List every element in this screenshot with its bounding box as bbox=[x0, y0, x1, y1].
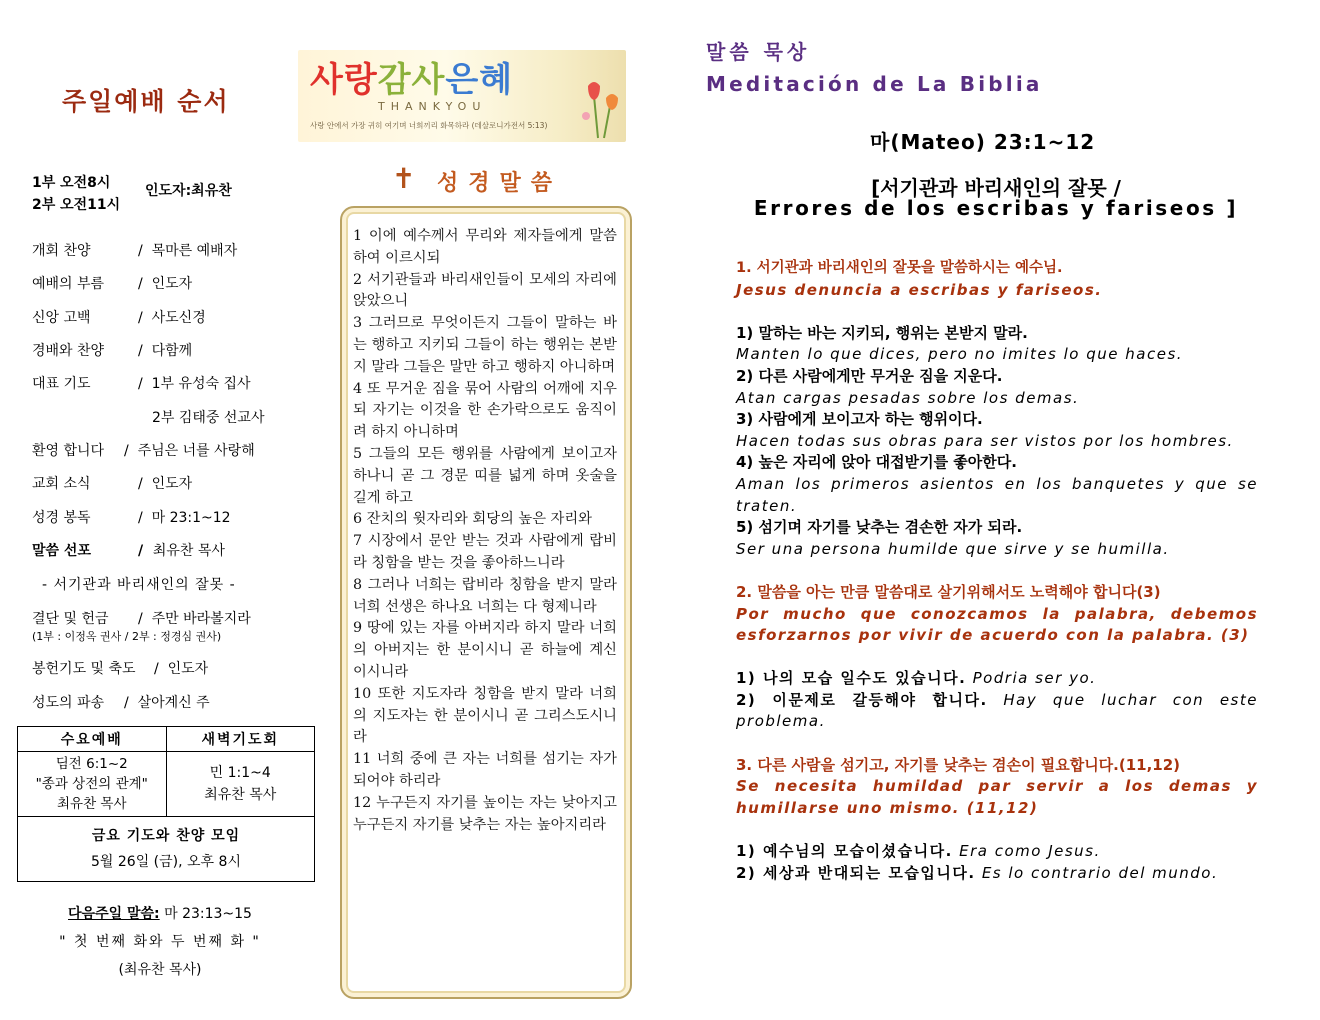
verse: 7 시장에서 문안 받는 것과 사람에게 랍비라 칭함을 받는 것을 좋아하느니라 bbox=[353, 533, 617, 571]
order-item: 환영 합니다 / 주님은 너를 사랑해 bbox=[32, 443, 255, 459]
verse: 1 이에 예수께서 무리와 제자들에게 말씀하여 이르시되 bbox=[353, 228, 617, 266]
verse: 11 너희 중에 큰 자는 너희를 섬기는 자가 되어야 하리라 bbox=[353, 751, 617, 789]
verse: 3 그러므로 무엇이든지 그들이 말하는 바는 행하고 지키되 그들이 하는 행위는 본받지 말라 그들은 말만 하고 행하지 아니하며 bbox=[353, 315, 617, 375]
point-ko: 3) 사람에게 보이고자 하는 행위이다. bbox=[736, 410, 983, 429]
order-item: 대표 기도 / 1부 유성숙 집사 bbox=[32, 376, 251, 392]
verse: 2 서기관들과 바리새인들이 모세의 자리에 앉았으니 bbox=[353, 271, 617, 310]
point-es: Manten lo que dices, pero no imites lo que haces. bbox=[736, 345, 1184, 364]
verse: 8 그러나 너희는 랍비라 칭함을 받지 말라 너희 선생은 하나요 너희는 다 형제니라 bbox=[353, 576, 617, 615]
point-ko: 4) 높은 자리에 앉아 대접받기를 좋아한다. bbox=[736, 453, 1017, 472]
point-es: Aman los primeros asientos en los banquetes y que se traten. bbox=[736, 474, 1258, 515]
wed-header: 수요예배 bbox=[18, 727, 167, 752]
point-line: 2) 세상과 반대되는 모습입니다. Es lo contrario del mundo. bbox=[736, 863, 1219, 882]
thankyou-banner bbox=[298, 50, 626, 142]
point-line: 2) 이문제로 갈등해야 합니다. Hay que luchar con este problema. bbox=[736, 690, 1258, 731]
tulip-icon bbox=[580, 76, 624, 140]
logo-verse: 사랑 안에서 가장 귀히 여기며 너희끼리 화목하라 (데살로니가전서 5:13) bbox=[310, 121, 548, 130]
verse: 12 누구든지 자기를 높이는 자는 낮아지고 누구든지 자기를 낮추는 자는 높아지리라 bbox=[353, 794, 617, 833]
section-heading-ko: 2. 말씀을 아는 만큼 말씀대로 살기위해서도 노력해야 합니다(3) bbox=[736, 582, 1161, 601]
section-heading-ko: 3. 다른 사람을 섬기고, 자기를 낮추는 겸손이 필요합니다.(11,12) bbox=[736, 755, 1181, 774]
cross-icon: ✝ bbox=[392, 162, 416, 195]
order-item: 교회 소식 / 인도자 bbox=[32, 476, 193, 492]
section-heading-es: Por mucho que conozcamos la palabra, debemos esforzarnos por vivir de acuerdo con la palabra. (3) bbox=[736, 604, 1258, 645]
point-ko: 1) 말하는 바는 지키되, 행위는 본받지 말라. bbox=[736, 323, 1028, 342]
section-heading-ko: 1. 서기관과 바리새인의 잘못을 말씀하시는 예수님. bbox=[736, 260, 1063, 276]
scripture-reference: 마(Mateo) 23:1~12 bbox=[870, 130, 1096, 154]
sermon-outline bbox=[736, 258, 1258, 884]
next-week: 다음주일 말씀: 마 23:13~15 " 첫 번째 화와 두 번째 화 " (최유찬 목사) bbox=[59, 906, 261, 978]
section-heading-es: Se necesita humildad par servir a los demas y humillarse uno mismo. (11,12) bbox=[736, 777, 1258, 817]
meditation-title-ko: 말씀 묵상 bbox=[706, 40, 811, 64]
service-2-time: 2부 오전11시 bbox=[32, 197, 121, 213]
sermon-title-ko: [서기관과 바리새인의 잘못 / bbox=[871, 176, 1121, 200]
scripture-text bbox=[353, 226, 617, 836]
verse: 6 잔치의 윗자리와 회당의 높은 자리와 bbox=[353, 511, 592, 528]
service-1-time: 1부 오전8시 bbox=[32, 175, 111, 191]
order-item-sermon: 말씀 선포 / 최유찬 목사 bbox=[32, 543, 225, 559]
order-item: 성도의 파송 / 살아계신 주 bbox=[32, 695, 210, 711]
point-line: 1) 나의 모습 일수도 있습니다. Podria ser yo. bbox=[736, 669, 1097, 688]
sermon-title: - 서기관과 바리새인의 잘못 - bbox=[42, 577, 236, 593]
order-item: 결단 및 헌금 / 주만 바라볼지라 bbox=[32, 611, 251, 627]
offering-note: (1부 : 이정옥 권사 / 2부 : 정경심 권사) bbox=[32, 630, 222, 643]
order-item: 개회 찬양 / 목마른 예배자 bbox=[32, 243, 238, 259]
point-es: Atan cargas pesadas sobre los demas. bbox=[736, 388, 1080, 407]
point-es: Ser una persona humilde que sirve y se humilla. bbox=[736, 539, 1170, 558]
section-heading-es: Jesus denuncia a escribas y fariseos. bbox=[736, 280, 1103, 299]
logo-english: THANKYOU bbox=[378, 100, 487, 113]
leader-label: 인도자:최유찬 bbox=[145, 183, 232, 199]
verse: 4 또 무거운 짐을 묶어 사람의 어깨에 지우되 자기는 이것을 한 손가락으로도 움직이려 하지 아니하며 bbox=[353, 380, 617, 441]
verse: 10 또한 지도자라 칭함을 받지 말라 너희의 지도자는 한 분이시니 곧 그리스도시니라 bbox=[353, 685, 617, 746]
point-line: 1) 예수님의 모습이셨습니다. Era como Jesus. bbox=[736, 842, 1101, 861]
schedule-table bbox=[17, 726, 315, 882]
order-title: 주일예배 순서 bbox=[62, 87, 230, 116]
friday-meeting: 금요 기도와 찬양 모임 5월 26일 (금), 오후 8시 bbox=[18, 817, 315, 882]
order-item: 성경 봉독 / 마 23:1~12 bbox=[32, 510, 231, 526]
wed-info: 딤전 6:1~2 "종과 상전의 관계" 최유찬 목사 bbox=[18, 752, 167, 817]
order-item: 예배의 부름 / 인도자 bbox=[32, 276, 193, 292]
verse: 5 그들의 모든 행위를 사람에게 보이고자 하나니 곧 그 경문 띠를 넓게 하며 옷술을 길게 하고 bbox=[353, 445, 617, 506]
order-item: 봉헌기도 및 축도 / 인도자 bbox=[32, 661, 209, 677]
point-ko: 2) 다른 사람에게만 무거운 짐을 지운다. bbox=[736, 366, 1003, 385]
verse: 9 땅에 있는 자를 아버지라 하지 말라 너희의 아버지는 한 분이시니 곧 하늘에 계신 이시니라 bbox=[353, 620, 617, 680]
point-es: Hacen todas sus obras para ser vistos por los hombres. bbox=[736, 431, 1234, 450]
order-item: 신앙 고백 / 사도신경 bbox=[32, 310, 206, 326]
logo-title: 사랑감사은혜 bbox=[310, 60, 514, 100]
dawn-header: 새벽기도회 bbox=[166, 727, 315, 752]
scripture-title: 성경말씀 bbox=[437, 171, 563, 196]
point-ko: 5) 섬기며 자기를 낮추는 겸손한 자가 되라. bbox=[736, 518, 1023, 537]
service-times bbox=[32, 172, 120, 216]
order-item: 경배와 찬양 / 다함께 bbox=[32, 343, 193, 359]
sermon-title-es: Errores de los escribas y fariseos ] bbox=[753, 196, 1239, 220]
meditation-title-es: Meditación de La Biblia bbox=[706, 72, 1043, 96]
dawn-info: 민 1:1~4 최유찬 목사 bbox=[166, 752, 315, 817]
